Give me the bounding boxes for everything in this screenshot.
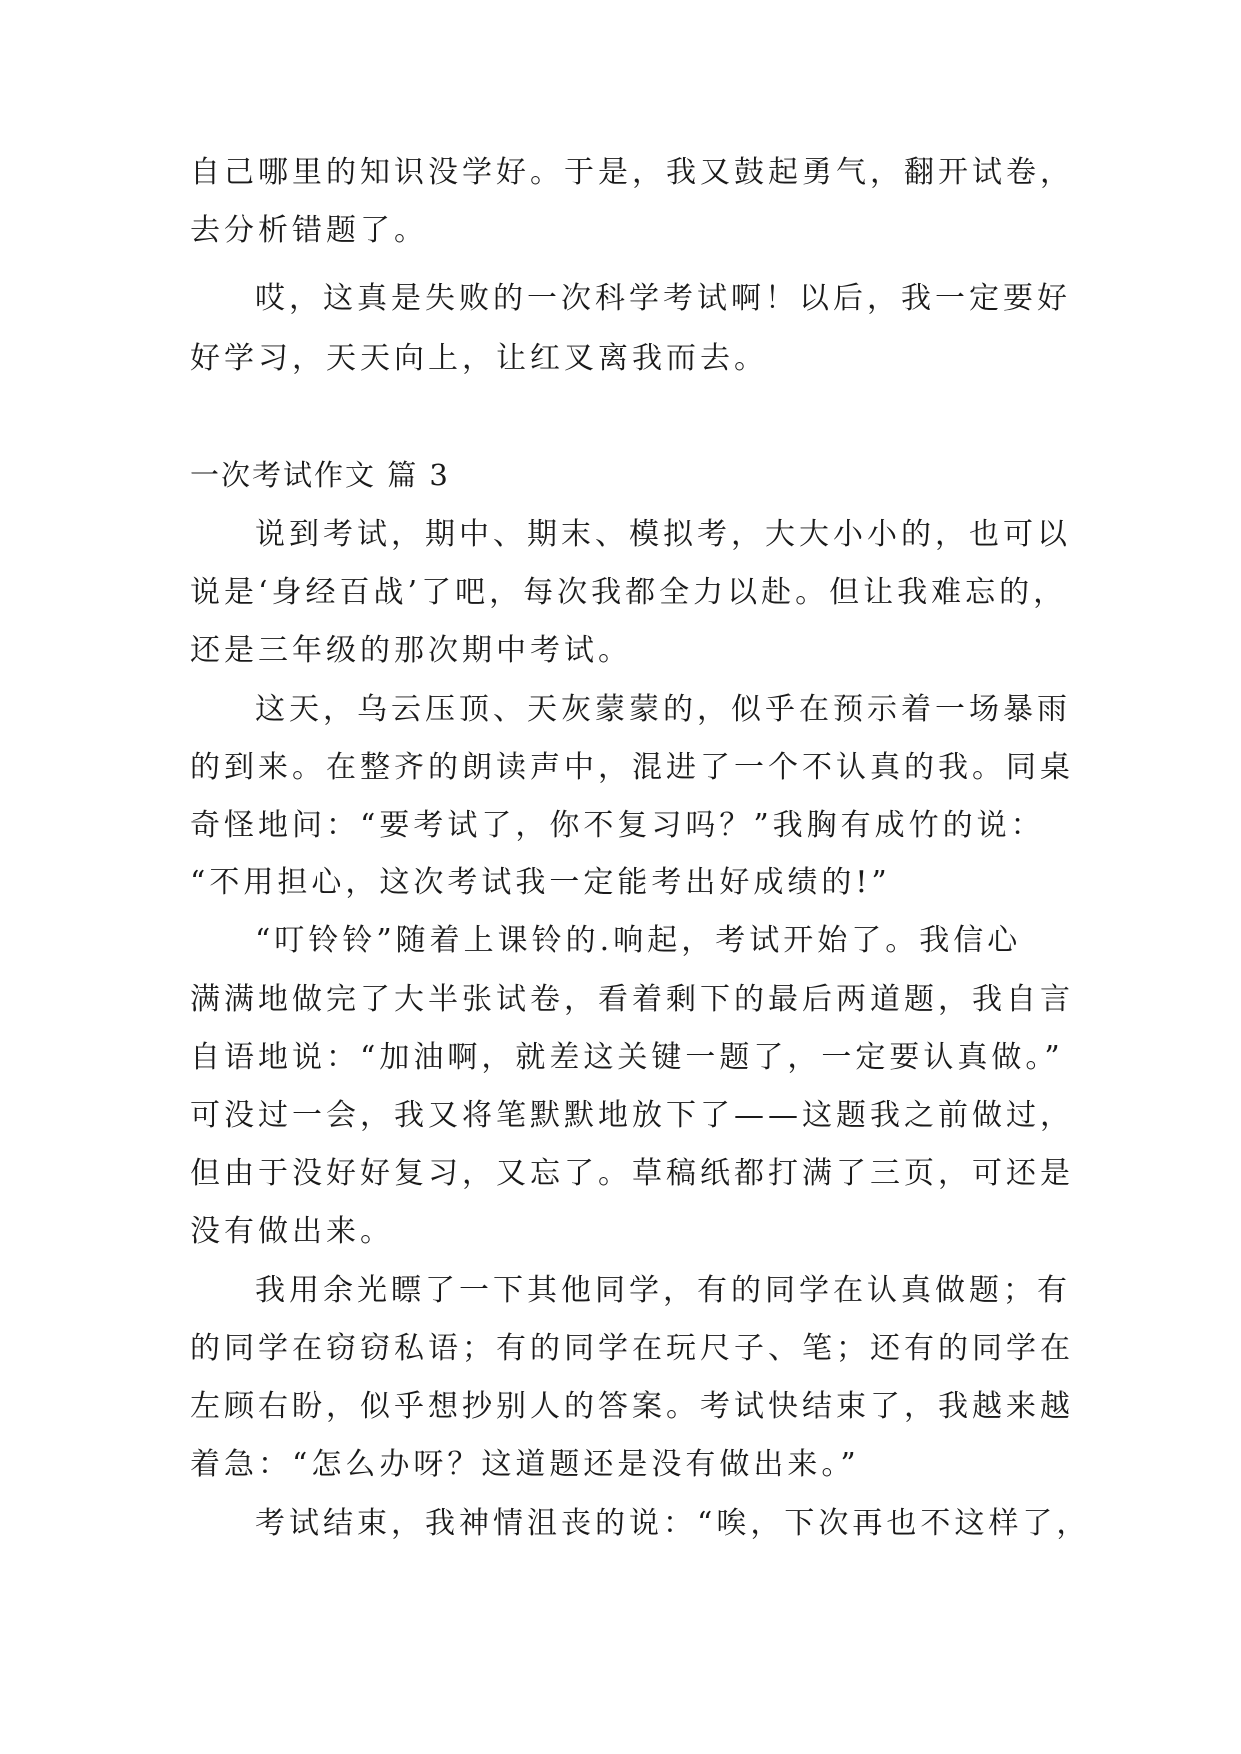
text-line: 着急：“怎么办呀？这道题还是没有做出来。” [190, 1447, 860, 1482]
text-line: “不用担心，这次考试我一定能考出好成绩的!” [190, 865, 891, 900]
text-line: 没有做出来。 [190, 1214, 394, 1249]
paragraph-first-line: 哎，这真是失败的一次科学考试啊！以后，我一定要好 [255, 281, 1071, 316]
paragraph-first-line: 考试结束，我神情沮丧的说：“唉，下次再也不这样了， [255, 1506, 1091, 1541]
text-line: 自己哪里的知识没学好。于是，我又鼓起勇气，翻开试卷， [190, 155, 1074, 190]
text-line: 好学习，天天向上，让红叉离我而去。 [190, 341, 768, 376]
text-line: 奇怪地问：“要考试了，你不复习吗？”我胸有成竹的说： [190, 808, 1045, 843]
text-line: 的到来。在整齐的朗读声中，混进了一个不认真的我。同桌 [190, 750, 1074, 785]
text-line: 但由于没好好复习，又忘了。草稿纸都打满了三页，可还是 [190, 1156, 1074, 1191]
text-line: 自语地说：“加油啊，就差这关键一题了，一定要认真做。” [190, 1040, 1064, 1075]
paragraph-first-line: 说到考试，期中、期末、模拟考，大大小小的，也可以 [255, 517, 1071, 552]
text-line: 满满地做完了大半张试卷，看着剩下的最后两道题，我自言 [190, 982, 1074, 1017]
text-line: 说是‘身经百战’了吧，每次我都全力以赴。但让我难忘的， [190, 575, 1068, 610]
paragraph-first-line: “叮铃铃”随着上课铃的.响起，考试开始了。我信心 [255, 923, 1022, 958]
text-line: 左顾右盼，似乎想抄别人的答案。考试快结束了，我越来越 [190, 1389, 1074, 1424]
paragraph-first-line: 这天，乌云压顶、天灰蒙蒙的，似乎在预示着一场暴雨 [255, 692, 1071, 727]
section-heading: 一次考试作文 篇 3 [190, 458, 450, 492]
paragraph-first-line: 我用余光瞟了一下其他同学，有的同学在认真做题；有 [255, 1273, 1071, 1308]
text-line: 还是三年级的那次期中考试。 [190, 633, 632, 668]
text-line: 可没过一会，我又将笔默默地放下了——这题我之前做过， [190, 1098, 1074, 1133]
text-line: 去分析错题了。 [190, 213, 428, 248]
text-line: 的同学在窃窃私语；有的同学在玩尺子、笔；还有的同学在 [190, 1331, 1074, 1366]
